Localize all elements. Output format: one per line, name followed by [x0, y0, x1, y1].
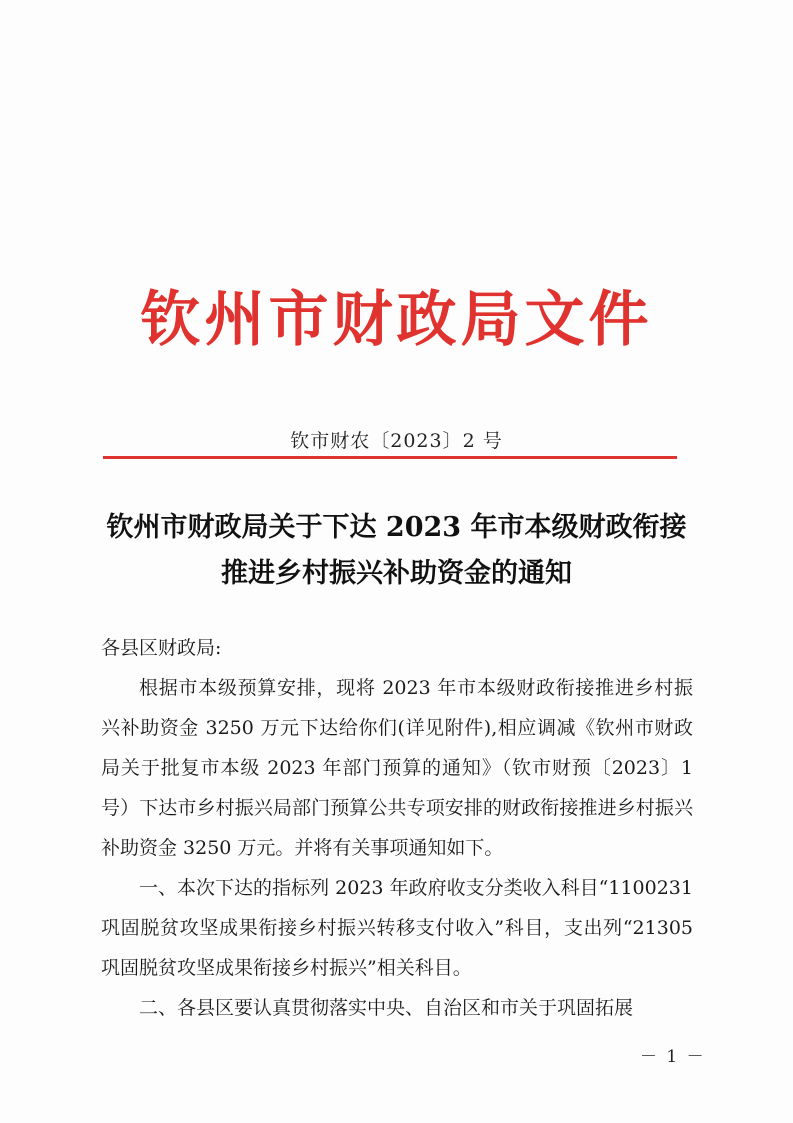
page-number: － 1 － — [640, 1047, 706, 1067]
document-body — [101, 628, 693, 1028]
body-paragraph: 一、本次下达的指标列 2023 年政府收支分类收入科目“1100231 巩固脱贫攻坚成果衔接乡村振兴转移支付收入”科目，支出列“21305 巩固脱贫攻坚成果衔接乡村振兴”相关科目。 — [101, 877, 693, 979]
document-number: 钦市财农〔2023〕2 号 — [290, 430, 503, 452]
body-paragraph: 根据市本级预算安排，现将 2023 年市本级财政衔接推进乡村振兴补助资金 3250 万元下达给你们(详见附件),相应调减《钦州市财政局关于批复市本级 2023 年部门预算的通知》（钦市财预〔2023〕1 号）下达市乡村振兴局部门预算公共专项安排的财政衔接推进乡村振兴补助资金 3250 万元。并将有关事项通知如下。 — [101, 677, 693, 859]
document-title-line-2: 推进乡村振兴补助资金的通知 — [221, 558, 572, 589]
red-divider-line — [103, 456, 677, 459]
document-title — [60, 505, 733, 597]
body-paragraph: 二、各县区要认真贯彻落实中央、自治区和市关于巩固拓展 — [139, 997, 634, 1019]
issuer-masthead: 钦州市财政局文件 — [140, 285, 653, 355]
addressee: 各县区财政局: — [101, 637, 222, 659]
document-title-line-1: 钦州市财政局关于下达 2023 年市本级财政衔接 — [106, 512, 687, 543]
